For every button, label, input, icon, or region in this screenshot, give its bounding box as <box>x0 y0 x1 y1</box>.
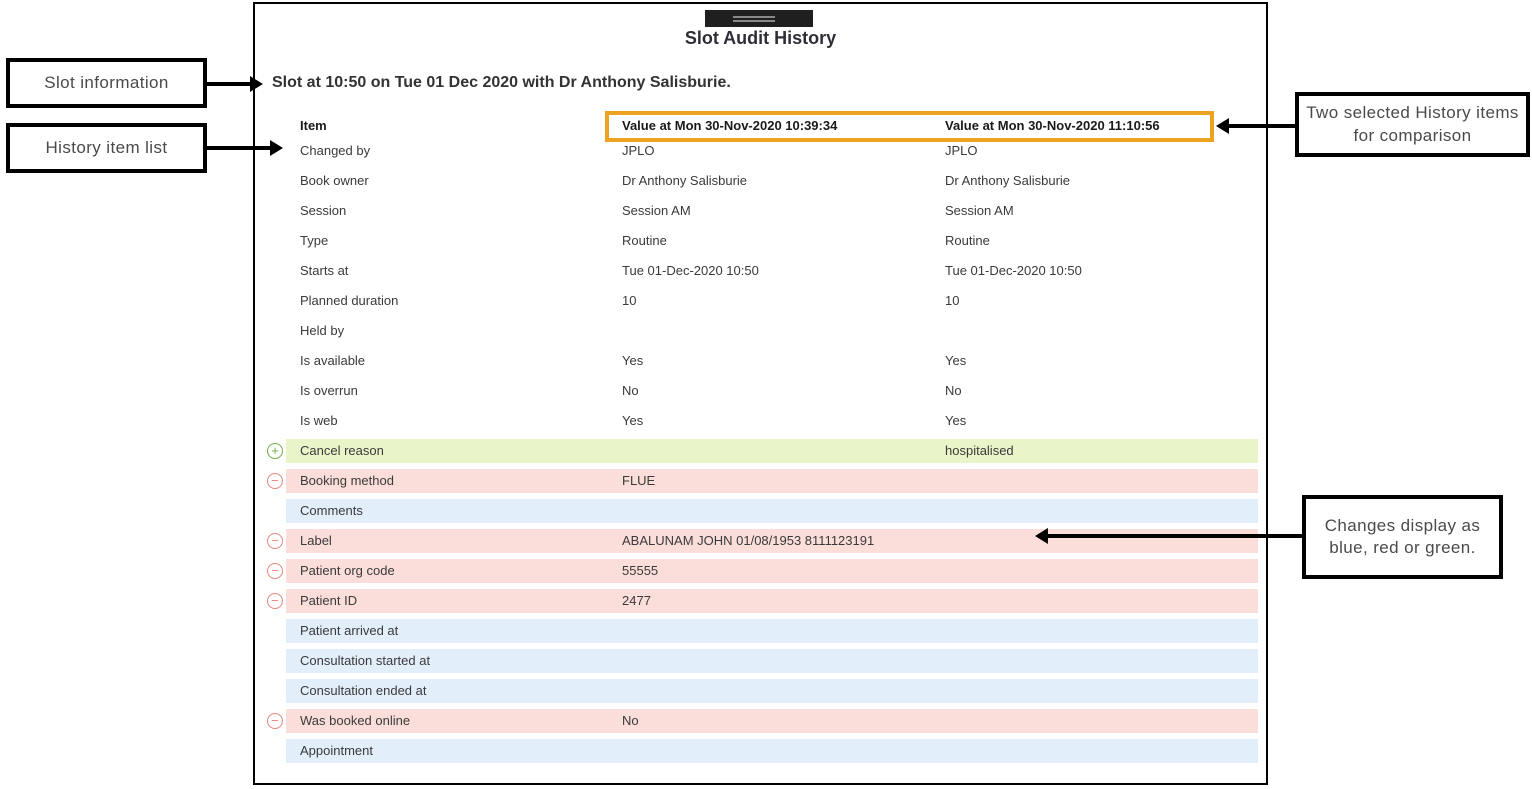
row-background <box>286 229 1258 253</box>
row-background <box>286 529 1258 553</box>
item-label: Is available <box>300 353 366 368</box>
minus-circle-icon: − <box>267 533 283 549</box>
value-cell: FLUE <box>622 473 656 488</box>
item-label: Label <box>300 533 332 548</box>
minus-circle-icon: − <box>267 563 283 579</box>
table-row <box>255 616 1266 646</box>
row-background <box>286 619 1258 643</box>
arrow-line-slot-information <box>207 82 251 86</box>
callout-slot-information <box>6 58 207 108</box>
item-label: Is web <box>300 413 338 428</box>
minus-circle-icon: − <box>267 593 283 609</box>
row-background <box>286 589 1258 613</box>
row-background <box>286 139 1258 163</box>
value-cell: No <box>622 713 639 728</box>
value-cell: Routine <box>945 233 990 248</box>
value-cell: Yes <box>622 413 644 428</box>
value-cell: Yes <box>945 413 967 428</box>
item-label: Consultation started at <box>300 653 431 668</box>
row-background <box>286 739 1258 763</box>
item-label: Cancel reason <box>300 443 384 458</box>
table-row <box>255 166 1266 196</box>
item-label: Changed by <box>300 143 371 158</box>
row-background <box>286 649 1258 673</box>
value-cell: 10 <box>622 293 637 308</box>
table-row <box>255 436 1266 466</box>
table-row <box>255 286 1266 316</box>
table-row <box>255 376 1266 406</box>
row-background <box>286 169 1258 193</box>
minus-circle-icon: − <box>267 473 283 489</box>
value-cell: ABALUNAM JOHN 01/08/1953 8111123191 <box>622 533 875 548</box>
table-row <box>255 676 1266 706</box>
item-label: Session <box>300 203 347 218</box>
history-table-rows <box>255 136 1266 766</box>
item-label: Planned duration <box>300 293 399 308</box>
row-background <box>286 199 1258 223</box>
item-label: Comments <box>300 503 363 518</box>
row-background <box>286 709 1258 733</box>
value-cell: Dr Anthony Salisburie <box>622 173 748 188</box>
row-background <box>286 289 1258 313</box>
row-background <box>286 559 1258 583</box>
value-cell: Yes <box>945 353 967 368</box>
column-header-item: Item <box>300 118 327 133</box>
item-label: Type <box>300 233 329 248</box>
item-label: Book owner <box>300 173 369 188</box>
value-cell: Tue 01-Dec-2020 10:50 <box>622 263 759 278</box>
arrow-head-icon <box>250 76 263 92</box>
column-header-value-1[interactable]: Value at Mon 30-Nov-2020 10:39:34 <box>622 118 838 133</box>
value-cell: 55555 <box>622 563 659 578</box>
value-cell: Routine <box>622 233 667 248</box>
arrow-line-history-item-list <box>207 146 271 150</box>
row-background <box>286 259 1258 283</box>
table-row <box>255 226 1266 256</box>
row-background <box>286 439 1258 463</box>
item-label: Patient ID <box>300 593 358 608</box>
arrow-head-icon <box>1216 118 1229 134</box>
column-header-value-2[interactable]: Value at Mon 30-Nov-2020 11:10:56 <box>945 118 1160 133</box>
minus-circle-icon: − <box>267 713 283 729</box>
item-label: Held by <box>300 323 345 338</box>
arrow-head-icon <box>270 140 283 156</box>
arrow-line-changes-display <box>1048 534 1302 538</box>
slot-information-heading: Slot at 10:50 on Tue 01 Dec 2020 with Dr Anthony Salisburie. <box>272 74 731 91</box>
table-row <box>255 736 1266 766</box>
item-label: Starts at <box>300 263 349 278</box>
item-label: Was booked online <box>300 713 411 728</box>
item-label: Appointment <box>300 743 373 758</box>
table-row <box>255 406 1266 436</box>
callout-changes-display <box>1302 495 1503 579</box>
callout-history-item-list <box>6 123 207 173</box>
callout-label: Two selected History items for comparison <box>1306 103 1519 145</box>
table-row <box>255 136 1266 166</box>
value-cell: Session AM <box>622 203 691 218</box>
table-row <box>255 316 1266 346</box>
value-cell: No <box>622 383 639 398</box>
value-cell: No <box>945 383 962 398</box>
value-cell: Session AM <box>945 203 1014 218</box>
value-cell: hospitalised <box>945 443 1014 458</box>
table-row <box>255 706 1266 736</box>
plus-circle-icon: + <box>267 443 283 459</box>
redaction-line <box>733 20 775 22</box>
table-row <box>255 196 1266 226</box>
page-title: Slot Audit History <box>684 28 837 48</box>
row-background <box>286 349 1258 373</box>
table-row <box>255 256 1266 286</box>
item-label: Consultation ended at <box>300 683 427 698</box>
value-cell: Yes <box>622 353 644 368</box>
callout-label: Changes display as blue, red or green. <box>1324 515 1481 557</box>
arrow-head-icon <box>1035 528 1048 544</box>
row-background <box>286 679 1258 703</box>
value-cell: 2477 <box>622 593 651 608</box>
table-row <box>255 646 1266 676</box>
row-background <box>286 319 1258 343</box>
value-cell: JPLO <box>945 143 978 158</box>
item-label: Patient org code <box>300 563 395 578</box>
redacted-logo-bar <box>705 10 813 27</box>
callout-two-selected-items <box>1295 92 1530 157</box>
table-row <box>255 586 1266 616</box>
table-row <box>255 496 1266 526</box>
table-row <box>255 466 1266 496</box>
slot-audit-history-window <box>253 2 1268 785</box>
table-row <box>255 556 1266 586</box>
item-label: Booking method <box>300 473 394 488</box>
row-background <box>286 409 1258 433</box>
value-cell: Dr Anthony Salisburie <box>945 173 1071 188</box>
callout-label: Slot information <box>44 72 169 92</box>
row-background <box>286 499 1258 523</box>
value-cell: JPLO <box>622 143 655 158</box>
callout-label: History item list <box>45 137 168 157</box>
redaction-line <box>733 16 775 18</box>
table-row <box>255 346 1266 376</box>
row-background <box>286 469 1258 493</box>
value-cell: 10 <box>945 293 960 308</box>
value-cell: Tue 01-Dec-2020 10:50 <box>945 263 1082 278</box>
arrow-line-two-selected <box>1229 124 1295 128</box>
item-label: Is overrun <box>300 383 358 398</box>
table-row <box>255 526 1266 556</box>
row-background <box>286 379 1258 403</box>
item-label: Patient arrived at <box>300 623 399 638</box>
